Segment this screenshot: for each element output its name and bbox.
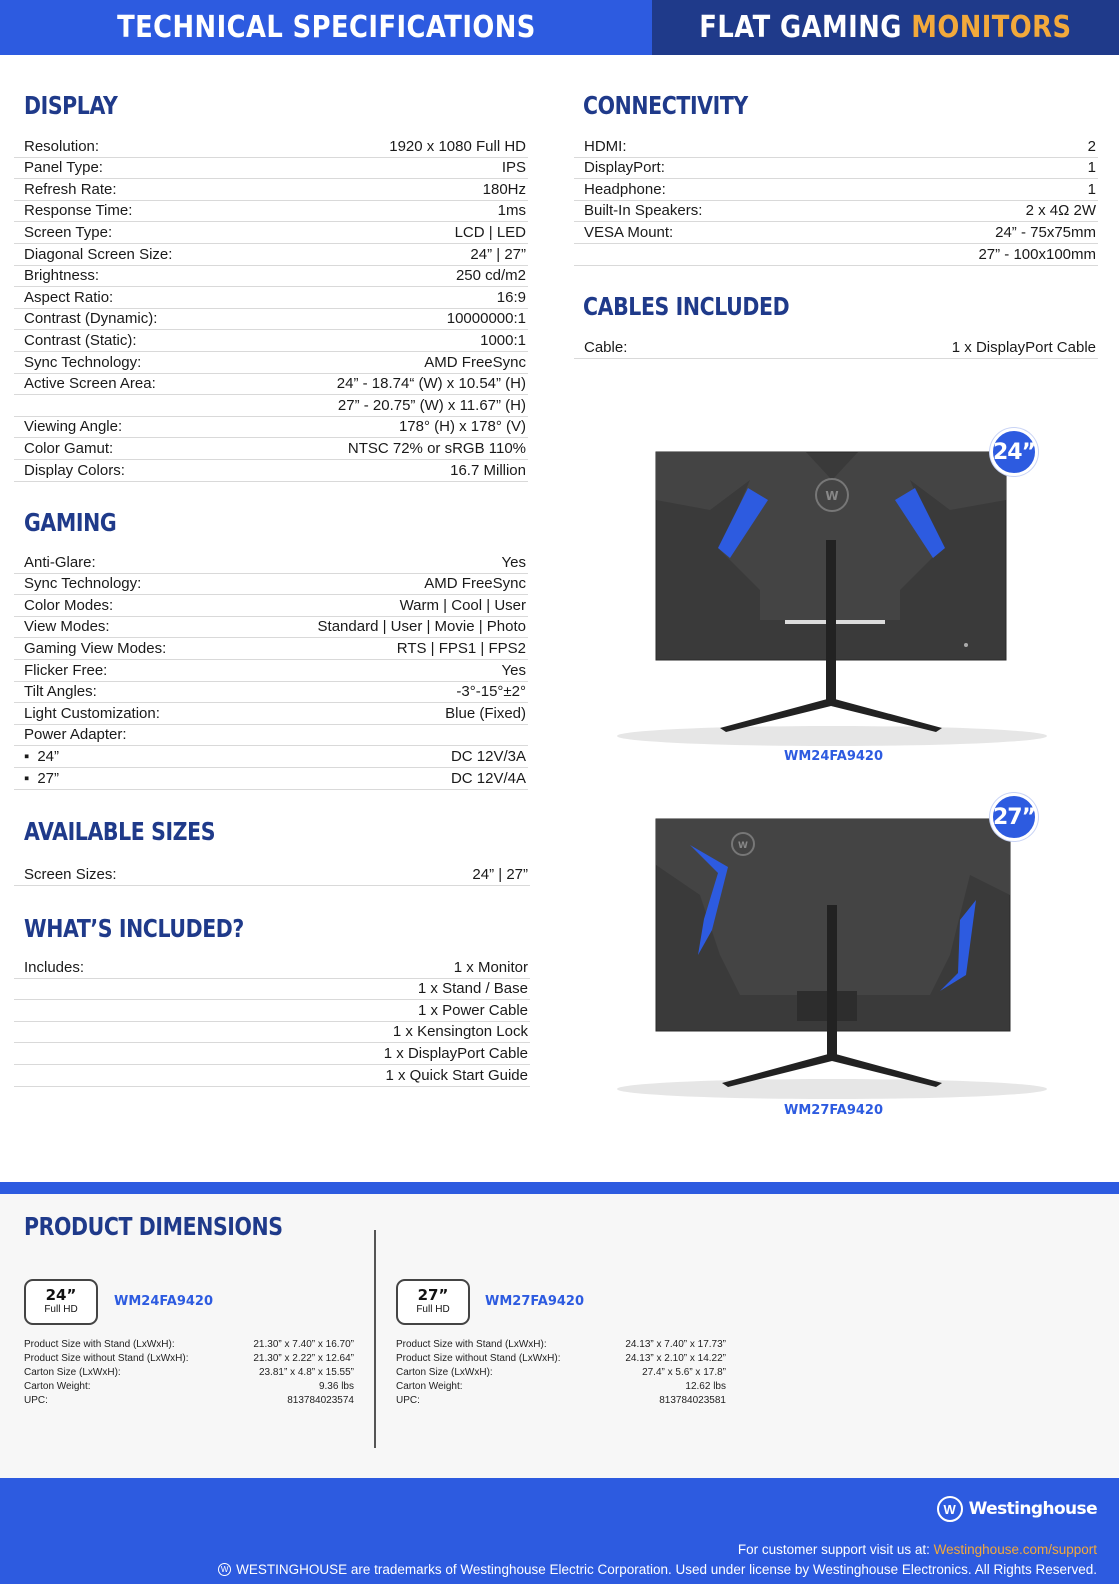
spec-row	[14, 1022, 530, 1044]
spec-row	[14, 222, 528, 244]
spec-value: 250 cd/m2	[455, 267, 526, 285]
dim-row	[24, 1380, 354, 1394]
spec-value: 1	[1087, 180, 1096, 198]
spec-row	[14, 287, 528, 309]
spec-label	[24, 310, 157, 328]
spec-label	[24, 289, 113, 307]
display-heading: DISPLAY	[24, 91, 118, 120]
size-badge-24: 24”	[990, 428, 1038, 476]
dim-row	[24, 1394, 354, 1408]
spec-label	[24, 462, 125, 480]
dim-value: 24.13” x 7.40” x 17.73”	[625, 1339, 726, 1350]
spec-label-text: Contrast (Static):	[24, 331, 137, 349]
spec-label-text: Aspect Ratio:	[24, 288, 114, 306]
dim-table-27	[396, 1338, 726, 1408]
spec-label-text: Diagonal Screen Size:	[24, 245, 173, 263]
spec-value: 1	[1087, 159, 1096, 177]
spec-row	[14, 595, 528, 617]
size-box-24	[24, 1279, 98, 1325]
spec-value: 2	[1087, 137, 1096, 155]
spec-label-text: Refresh Rate:	[24, 180, 117, 198]
dimensions-heading: PRODUCT DIMENSIONS	[24, 1212, 283, 1241]
support-line	[738, 1542, 1097, 1557]
spec-value: Yes	[501, 553, 526, 571]
sizes-heading: AVAILABLE SIZES	[24, 817, 216, 846]
spec-label	[24, 866, 117, 884]
spec-label	[24, 354, 141, 372]
dim-row	[24, 1338, 354, 1352]
spec-label	[24, 618, 110, 636]
monitor-27-rear-image	[600, 805, 1070, 1105]
monitor-27-model-label: WM27FA9420	[784, 1103, 883, 1118]
spec-label	[24, 375, 156, 393]
spec-value: 27” - 20.75” (W) x 11.67” (H)	[337, 396, 526, 414]
spec-value: RTS | FPS1 | FPS2	[396, 639, 526, 657]
spec-label	[24, 575, 141, 593]
spec-value: 27” - 100x100mm	[978, 245, 1096, 263]
spec-label-text: Panel Type:	[24, 159, 103, 177]
spec-label-text: Built-In Speakers:	[584, 202, 703, 220]
dim-label: Product Size with Stand (LxWxH):	[396, 1339, 547, 1350]
spec-label	[24, 640, 166, 658]
dim-row	[396, 1394, 726, 1408]
spec-label	[24, 770, 59, 788]
spec-row	[14, 979, 530, 1001]
spec-value: 1 x DisplayPort Cable	[383, 1044, 528, 1062]
dim-value: 12.62 lbs	[685, 1381, 726, 1392]
monitor-24-rear-image	[600, 440, 1070, 750]
dim-label: Carton Size (LxWxH):	[396, 1367, 493, 1378]
spec-value: 1ms	[497, 202, 526, 220]
spec-label-text: DisplayPort:	[584, 159, 665, 177]
spec-row	[14, 957, 530, 979]
spec-value: DC 12V/3A	[450, 747, 526, 765]
spec-label-text: 24”	[37, 747, 60, 765]
spec-row	[14, 1000, 530, 1022]
spec-label	[24, 726, 127, 744]
spec-label-text: Headphone:	[584, 180, 666, 198]
cables-heading: CABLES INCLUDED	[583, 292, 790, 321]
spec-row	[14, 768, 528, 790]
support-link[interactable]: Westinghouse.com/support	[933, 1542, 1097, 1557]
spec-label	[584, 339, 627, 357]
dim-label: Product Size without Stand (LxWxH):	[24, 1353, 189, 1364]
spec-value: 16:9	[496, 288, 526, 306]
spec-value: IPS	[501, 159, 526, 177]
dim-model-27: WM27FA9420	[485, 1294, 584, 1309]
spec-label-text: HDMI:	[584, 137, 627, 155]
spec-label	[24, 138, 99, 156]
spec-value: 24” - 75x75mm	[995, 223, 1096, 241]
spec-value: 1 x Quick Start Guide	[385, 1066, 528, 1084]
spec-row	[14, 158, 528, 180]
spec-row	[574, 222, 1098, 244]
spec-label-text: Tilt Angles:	[24, 683, 97, 701]
spec-label-text: Viewing Angle:	[24, 418, 123, 436]
spec-row	[14, 746, 528, 768]
spec-value: 1 x Stand / Base	[417, 980, 528, 998]
spec-row	[14, 660, 528, 682]
dim-table-24	[24, 1338, 354, 1408]
spec-value: 2 x 4Ω 2W	[1025, 202, 1096, 220]
spec-value: Yes	[501, 661, 526, 679]
cables-spec-list	[574, 337, 1098, 359]
size-box-27-res: Full HD	[416, 1304, 450, 1315]
spec-label-text: Cable:	[584, 338, 628, 356]
spec-row	[14, 638, 528, 660]
page-header	[0, 0, 1119, 55]
spec-value: -3°-15°±2°	[456, 683, 526, 701]
spec-value: 1 x Kensington Lock	[392, 1023, 528, 1041]
spec-label	[584, 224, 673, 242]
spec-value: 16.7 Million	[450, 461, 526, 479]
spec-value: Blue (Fixed)	[445, 704, 526, 722]
spec-value: DC 12V/4A	[450, 769, 526, 787]
size-box-27	[396, 1279, 470, 1325]
size-box-24-res: Full HD	[44, 1304, 78, 1315]
trademark-text: WESTINGHOUSE are trademarks of Westinghouse Electric Corporation. Used under license by Westinghouse Electronics. All Rights Reserved.	[236, 1562, 1097, 1577]
spec-value: 24” | 27”	[470, 245, 526, 263]
spec-value: 1920 x 1080 Full HD	[389, 137, 526, 155]
trademark-line	[218, 1562, 1097, 1577]
dim-value: 24.13” x 2.10” x 14.22”	[625, 1353, 726, 1364]
dim-value: 21.30” x 7.40” x 16.70”	[253, 1339, 354, 1350]
spec-row	[14, 179, 528, 201]
spec-label-text: Flicker Free:	[24, 661, 108, 679]
spec-row	[574, 158, 1098, 180]
size-badge-27: 27”	[990, 793, 1038, 841]
spec-row	[14, 395, 528, 417]
spec-label-text: Light Customization:	[24, 704, 160, 722]
spec-row	[14, 725, 528, 747]
spec-value: Warm | Cool | User	[399, 596, 526, 614]
dim-row	[396, 1338, 726, 1352]
gaming-spec-list	[14, 552, 528, 790]
dim-row	[396, 1352, 726, 1366]
spec-label	[584, 181, 666, 199]
westinghouse-logo-icon: W	[937, 1496, 963, 1522]
spec-row	[14, 864, 530, 886]
spec-label	[24, 267, 99, 285]
spec-value: 24” - 18.74“ (W) x 10.54” (H)	[336, 375, 526, 393]
dim-row	[24, 1352, 354, 1366]
spec-label	[24, 224, 112, 242]
spec-row	[14, 244, 528, 266]
spec-label-text: Active Screen Area:	[24, 375, 156, 393]
spec-row	[14, 552, 528, 574]
dim-label: UPC:	[24, 1395, 48, 1406]
dim-value: 9.36 lbs	[318, 1381, 354, 1392]
spec-label-text: Contrast (Dynamic):	[24, 310, 158, 328]
spec-label	[24, 748, 59, 766]
gaming-heading: GAMING	[24, 508, 117, 537]
spec-label-text: Screen Sizes:	[24, 865, 117, 883]
section-divider-bar	[0, 1182, 1119, 1194]
spec-value: 178° (H) x 178° (V)	[398, 418, 526, 436]
spec-label	[24, 159, 103, 177]
spec-label-text: 27”	[37, 769, 60, 787]
dim-label: UPC:	[396, 1395, 420, 1406]
spec-row	[14, 352, 528, 374]
header-product-main: FLAT GAMING	[699, 10, 902, 45]
spec-value: 10000000:1	[446, 310, 526, 328]
size-box-27-size: 27”	[417, 1286, 449, 1304]
spec-value: LCD | LED	[454, 223, 526, 241]
spec-row	[14, 136, 528, 158]
spec-row	[14, 617, 528, 639]
spec-value: AMD FreeSync	[424, 353, 526, 371]
spec-label-text: Sync Technology:	[24, 353, 142, 371]
spec-row	[14, 266, 528, 288]
spec-label	[584, 202, 702, 220]
spec-label	[584, 138, 627, 156]
spec-row	[574, 244, 1098, 266]
page-footer	[0, 1478, 1119, 1584]
spec-label-text: Sync Technology:	[24, 575, 142, 593]
dim-label: Product Size without Stand (LxWxH):	[396, 1353, 561, 1364]
spec-row	[14, 330, 528, 352]
dim-row	[24, 1366, 354, 1380]
spec-value: 1 x Monitor	[453, 958, 528, 976]
spec-label	[584, 159, 665, 177]
monitor-24-model-label: WM24FA9420	[784, 749, 883, 764]
spec-value: AMD FreeSync	[424, 575, 526, 593]
spec-label	[24, 418, 122, 436]
spec-label	[24, 705, 160, 723]
spec-label-text: VESA Mount:	[584, 223, 674, 241]
spec-label	[24, 440, 113, 458]
included-heading: WHAT’S INCLUDED?	[24, 914, 244, 943]
spec-value: 1 x Power Cable	[417, 1001, 528, 1019]
spec-value: 1 x DisplayPort Cable	[951, 338, 1096, 356]
spec-label-text: Screen Type:	[24, 223, 113, 241]
spec-label-text: Display Colors:	[24, 461, 125, 479]
spec-value: Standard | User | Movie | Photo	[317, 618, 526, 636]
header-right-band	[652, 0, 1119, 55]
monitor-27-logo-text: W	[738, 841, 748, 851]
spec-label	[24, 959, 84, 977]
spec-label	[24, 181, 117, 199]
dim-value: 27.4” x 5.6” x 17.8”	[642, 1367, 726, 1378]
spec-label-text: Gaming View Modes:	[24, 639, 167, 657]
westinghouse-logo	[937, 1496, 1097, 1522]
monitor-24-logo-text: W	[825, 489, 839, 503]
connectivity-spec-list	[574, 136, 1098, 266]
size-box-24-size: 24”	[45, 1286, 77, 1304]
spec-label-text: Color Modes:	[24, 596, 114, 614]
spec-row	[14, 374, 528, 396]
dim-row	[396, 1380, 726, 1394]
spec-value: 24” | 27”	[472, 865, 528, 883]
dim-value: 21.30” x 2.22” x 12.64”	[253, 1353, 354, 1364]
spec-label	[24, 246, 172, 264]
support-prefix: For customer support visit us at:	[737, 1542, 934, 1557]
dim-model-24: WM24FA9420	[114, 1294, 213, 1309]
dim-value: 813784023574	[287, 1395, 354, 1406]
header-product-accent: MONITORS	[911, 10, 1072, 45]
spec-label-text: View Modes:	[24, 618, 110, 636]
spec-row	[14, 703, 528, 725]
dim-label: Product Size with Stand (LxWxH):	[24, 1339, 175, 1350]
spec-row	[14, 682, 528, 704]
sizes-spec-list	[14, 864, 530, 886]
spec-label-text: Includes:	[24, 958, 85, 976]
header-product-line	[699, 10, 1071, 45]
spec-label	[24, 554, 96, 572]
spec-label-text: Color Gamut:	[24, 439, 114, 457]
dim-value: 813784023581	[659, 1395, 726, 1406]
spec-row	[574, 179, 1098, 201]
dimensions-divider	[374, 1230, 376, 1448]
spec-value: 1000:1	[480, 331, 526, 349]
spec-row	[14, 1065, 530, 1087]
spec-label	[24, 683, 97, 701]
spec-row	[14, 438, 528, 460]
westinghouse-mini-icon: W	[218, 1563, 231, 1576]
spec-row	[14, 574, 528, 596]
spec-row	[14, 1043, 530, 1065]
spec-label-text: Resolution:	[24, 137, 100, 155]
spec-value: 180Hz	[482, 180, 526, 198]
dim-label: Carton Size (LxWxH):	[24, 1367, 121, 1378]
connectivity-heading: CONNECTIVITY	[583, 91, 748, 120]
spec-row	[14, 201, 528, 223]
included-spec-list	[14, 957, 530, 1087]
spec-value: NTSC 72% or sRGB 110%	[347, 439, 526, 457]
brand-name: Westinghouse	[968, 1499, 1097, 1519]
spec-row	[574, 337, 1098, 359]
bullet-icon: ▪	[24, 769, 30, 787]
spec-label	[24, 662, 107, 680]
spec-label	[24, 597, 113, 615]
display-spec-list	[14, 136, 528, 482]
spec-row	[574, 136, 1098, 158]
spec-label-text: Brightness:	[24, 267, 100, 285]
header-left-band	[0, 0, 652, 55]
spec-row	[14, 460, 528, 482]
spec-row	[14, 417, 528, 439]
spec-label	[24, 332, 137, 350]
spec-label-text: Response Time:	[24, 202, 133, 220]
dim-row	[396, 1366, 726, 1380]
dim-label: Carton Weight:	[396, 1381, 463, 1392]
spec-label-text: Anti-Glare:	[24, 553, 96, 571]
spec-row	[574, 201, 1098, 223]
dim-label: Carton Weight:	[24, 1381, 91, 1392]
spec-row	[14, 309, 528, 331]
bullet-icon: ▪	[24, 747, 30, 765]
spec-label	[24, 202, 132, 220]
dim-value: 23.81” x 4.8” x 15.55”	[258, 1367, 354, 1378]
spec-label-text: Power Adapter:	[24, 726, 127, 744]
header-title: TECHNICAL SPECIFICATIONS	[116, 10, 536, 45]
